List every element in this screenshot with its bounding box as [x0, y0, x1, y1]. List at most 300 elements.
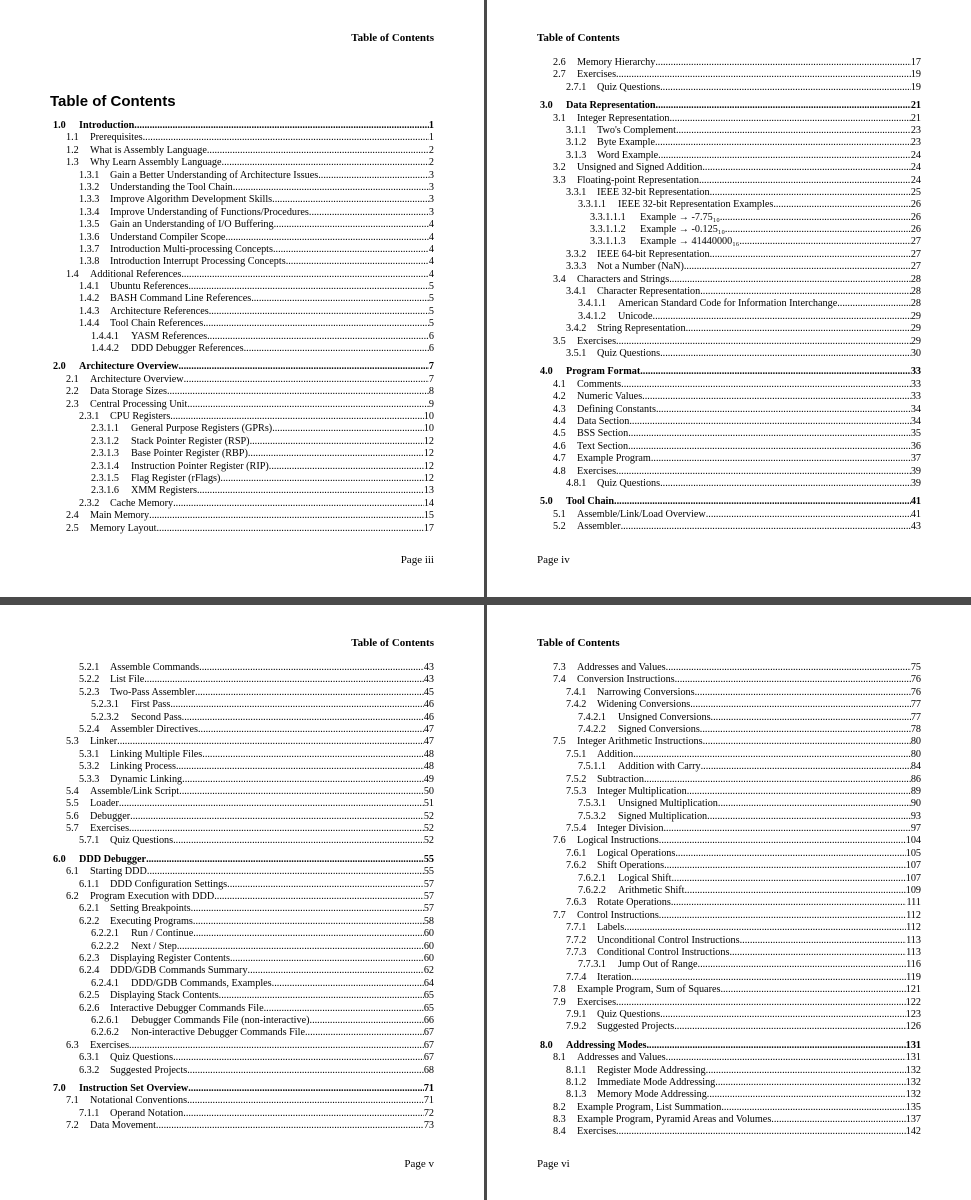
toc-entry-title: Example → 41440000₁₆	[640, 236, 740, 248]
toc-entry-page: 37	[910, 453, 921, 465]
toc-entry-number: 5.0	[540, 496, 553, 508]
toc-entry[interactable]	[537, 379, 921, 391]
toc-entry-page: 27	[910, 261, 921, 273]
toc-entry-title: Run / Continue	[131, 928, 194, 940]
dot-leader	[269, 461, 424, 473]
toc-entry-title: Quiz Questions	[597, 81, 661, 93]
toc-entry[interactable]	[50, 343, 434, 355]
toc-entry[interactable]	[537, 212, 921, 224]
toc-entry[interactable]	[537, 311, 921, 323]
toc-entry-title: BSS Section	[577, 428, 629, 440]
toc-entry[interactable]	[537, 286, 921, 298]
dot-leader	[616, 466, 911, 478]
toc-entry[interactable]	[537, 959, 921, 971]
toc-entry[interactable]	[50, 978, 434, 990]
toc-entry-title: DDD/GDB Commands Summary	[110, 965, 248, 977]
toc-entry[interactable]	[50, 182, 434, 194]
toc-entry-title: Unsigned Multiplication	[618, 798, 718, 810]
toc-entry[interactable]	[50, 662, 434, 674]
toc-entry[interactable]	[537, 811, 921, 823]
toc-entry[interactable]	[537, 922, 921, 934]
toc-entry[interactable]	[50, 835, 434, 847]
toc-entry-title: Displaying Register Contents	[110, 952, 230, 964]
toc-entry-number: 5.3.2	[79, 761, 100, 773]
toc-entry[interactable]	[50, 361, 434, 373]
toc-entry-number: 2.3	[66, 398, 79, 410]
toc-entry-page: 26	[910, 199, 921, 211]
toc-entry[interactable]	[50, 461, 434, 473]
toc-entry[interactable]	[50, 786, 434, 798]
toc-entry[interactable]	[537, 774, 921, 786]
toc-entry-title: Conversion Instructions	[577, 674, 675, 686]
toc-entry[interactable]	[537, 453, 921, 465]
toc-entry-title: Assemble Commands	[110, 662, 200, 673]
toc-entry-title: Cache Memory	[110, 497, 174, 509]
toc-entry-page: 68	[423, 1064, 434, 1076]
toc-entry[interactable]	[537, 298, 921, 310]
dot-leader	[706, 509, 911, 521]
dot-leader	[700, 724, 911, 736]
toc-entry[interactable]	[50, 523, 434, 535]
toc-entry[interactable]	[537, 496, 921, 508]
dot-leader	[675, 848, 905, 860]
toc-entry[interactable]	[50, 269, 434, 281]
toc-entry[interactable]	[50, 1108, 434, 1120]
toc-entry-title: Addresses and Values	[577, 662, 666, 673]
toc-entry[interactable]	[50, 473, 434, 485]
toc-entry-number: 5.3.3	[79, 773, 100, 785]
toc-entry[interactable]	[537, 428, 921, 440]
toc-entry-number: 7.6	[553, 835, 566, 847]
dot-leader	[147, 866, 424, 878]
toc-entry[interactable]	[537, 1089, 921, 1101]
toc-entry-title: Base Pointer Register (RBP)	[131, 448, 248, 460]
toc-entry-page: 71	[423, 1082, 434, 1094]
toc-entry[interactable]	[50, 485, 434, 497]
toc-entry[interactable]	[537, 1126, 921, 1138]
toc-entry[interactable]	[537, 125, 921, 137]
toc-entry-number: 6.2.4.1	[91, 977, 120, 989]
toc-entry-title: Register Mode Addressing	[597, 1064, 706, 1076]
toc-entry[interactable]	[50, 928, 434, 940]
toc-entry[interactable]	[537, 1077, 921, 1089]
toc-entry-number: 3.3.2	[566, 248, 587, 260]
toc-entry[interactable]	[537, 947, 921, 959]
toc-entry[interactable]	[537, 82, 921, 94]
toc-entry-number: 5.2	[553, 521, 566, 533]
toc-entry-number: 7.6.2.1	[578, 872, 607, 884]
toc-entry[interactable]	[50, 423, 434, 435]
toc-entry[interactable]	[50, 1065, 434, 1077]
toc-entry[interactable]	[537, 236, 921, 248]
toc-entry-number: 3.4.1	[566, 286, 587, 298]
toc-entry[interactable]	[537, 441, 921, 453]
toc-entry[interactable]	[50, 436, 434, 448]
toc-entry-title: Quiz Questions	[597, 347, 661, 359]
toc-entry-title: Program Format	[566, 366, 641, 378]
toc-entry-number: 8.1	[553, 1052, 566, 1064]
toc-entry[interactable]	[537, 113, 921, 125]
toc-entry[interactable]	[537, 662, 921, 674]
toc-entry[interactable]	[537, 749, 921, 761]
toc-entry-page: 41	[910, 496, 921, 508]
toc-entry[interactable]	[537, 348, 921, 360]
toc-entry-page: 58	[423, 915, 434, 927]
toc-entry[interactable]	[537, 336, 921, 348]
dot-leader	[699, 175, 911, 187]
dot-leader	[698, 959, 907, 971]
toc-entry[interactable]	[537, 972, 921, 984]
toc-entry[interactable]	[50, 145, 434, 157]
toc-entry[interactable]	[537, 274, 921, 286]
toc-entry[interactable]	[537, 249, 921, 261]
dot-leader	[690, 699, 911, 711]
toc-entry[interactable]	[537, 897, 921, 909]
dot-leader	[203, 318, 429, 330]
toc-entry[interactable]	[50, 120, 434, 132]
toc-entry-title: Tool Chain	[566, 496, 615, 508]
toc-entry[interactable]	[537, 848, 921, 860]
toc-entry[interactable]	[50, 879, 434, 891]
toc-entry[interactable]	[537, 699, 921, 711]
toc-entry[interactable]	[50, 374, 434, 386]
dot-leader	[664, 823, 911, 835]
toc-entry-title: Tool Chain References	[110, 318, 204, 330]
toc-entry-number: 2.3.1.5	[91, 472, 120, 484]
toc-entry[interactable]	[50, 132, 434, 144]
toc-entry-page: 67	[423, 1052, 434, 1064]
toc-entry[interactable]	[50, 724, 434, 736]
toc-entry[interactable]	[50, 448, 434, 460]
toc-entry-page: 21	[910, 100, 921, 112]
toc-entry-number: 3.1.2	[566, 137, 587, 149]
toc-entry[interactable]	[537, 391, 921, 403]
toc-entry[interactable]	[50, 866, 434, 878]
toc-entry-number: 1.2	[66, 144, 79, 156]
dot-leader	[177, 941, 424, 953]
toc-entry-title: Instruction Set Overview	[79, 1082, 189, 1094]
toc-entry[interactable]	[50, 774, 434, 786]
dot-leader	[676, 125, 911, 137]
toc-entry[interactable]	[537, 997, 921, 1009]
toc-entry[interactable]	[50, 411, 434, 423]
toc-entry-number: 1.3.5	[79, 219, 100, 231]
toc-entry-number: 5.2.3	[79, 686, 100, 698]
dot-leader	[184, 374, 429, 386]
toc-entry-number: 7.8	[553, 984, 566, 996]
toc-entry[interactable]	[50, 399, 434, 411]
toc-entry-number: 5.2.3.1	[91, 699, 120, 711]
toc-entry[interactable]	[50, 798, 434, 810]
toc-entry[interactable]	[537, 935, 921, 947]
toc-entry-number: 6.2.6	[79, 1002, 100, 1014]
toc-entry[interactable]	[537, 478, 921, 490]
dot-leader	[310, 1015, 424, 1027]
toc-entry-title: Assembler Directives	[110, 723, 198, 735]
toc-entry-title: Rotate Operations	[597, 897, 671, 909]
toc-entry-page: 113	[906, 946, 921, 958]
toc-entry[interactable]	[50, 331, 434, 343]
dot-leader	[773, 199, 910, 211]
toc-entry[interactable]	[50, 891, 434, 903]
toc-entry-title: Stack Pointer Register (RSP)	[131, 435, 250, 447]
toc-entry[interactable]	[50, 207, 434, 219]
toc-entry[interactable]	[50, 281, 434, 293]
toc-entries	[50, 662, 434, 1132]
toc-entry-title: Architecture Overview	[79, 361, 179, 373]
toc-entry-title: Gain a Better Understanding of Architecture Issues	[110, 169, 319, 181]
toc-entry[interactable]	[50, 194, 434, 206]
toc-entry-number: 2.3.2	[79, 497, 100, 509]
toc-entry[interactable]	[537, 1021, 921, 1033]
toc-entry[interactable]	[50, 953, 434, 965]
toc-entry[interactable]	[537, 162, 921, 174]
toc-entry[interactable]	[537, 687, 921, 699]
toc-entry[interactable]	[537, 175, 921, 187]
toc-entry[interactable]	[537, 674, 921, 686]
toc-entry-title: Assembler	[577, 521, 621, 533]
toc-entry-number: 7.6.2	[566, 860, 587, 872]
toc-entry-page: 104	[905, 835, 921, 847]
toc-entry-title: Linking Process	[110, 761, 176, 773]
toc-entry[interactable]	[50, 1040, 434, 1052]
toc-entry-page: 47	[423, 736, 434, 748]
toc-entry[interactable]	[50, 1083, 434, 1095]
toc-entry[interactable]	[50, 1095, 434, 1107]
toc-entry[interactable]	[537, 736, 921, 748]
toc-entry[interactable]	[537, 873, 921, 885]
toc-entry[interactable]	[537, 1114, 921, 1126]
toc-entry-page: 10	[423, 423, 434, 435]
toc-entry-number: 1.3.6	[79, 231, 100, 243]
toc-entry-title: Suggested Projects	[597, 1021, 675, 1033]
dot-leader	[273, 244, 429, 256]
toc-entry-title: Arithmetic Shift	[618, 885, 685, 897]
toc-entry[interactable]	[50, 386, 434, 398]
toc-entry[interactable]	[537, 521, 921, 533]
toc-entry-page: 107	[905, 860, 921, 872]
toc-entry[interactable]	[537, 984, 921, 996]
toc-entry[interactable]	[50, 736, 434, 748]
toc-entry-title: IEEE 64-bit Representation	[597, 248, 710, 260]
toc-entry-title: Example → -7.75₁₀	[640, 211, 720, 223]
toc-entry-page: 21	[910, 112, 921, 124]
toc-entry[interactable]	[537, 885, 921, 897]
toc-entry[interactable]	[537, 823, 921, 835]
toc-entry[interactable]	[50, 498, 434, 510]
toc-entry-title: Prerequisites	[90, 132, 143, 144]
toc-entry-title: IEEE 32-bit Representation	[597, 186, 710, 198]
toc-entry[interactable]	[50, 1003, 434, 1015]
toc-entry[interactable]	[537, 910, 921, 922]
dot-leader	[251, 293, 429, 305]
toc-entry[interactable]	[50, 157, 434, 169]
toc-entry-page: 62	[423, 965, 434, 977]
toc-entry-title: Assemble/Link Script	[90, 785, 180, 797]
toc-entry-page: 34	[910, 415, 921, 427]
toc-entry-number: 6.2	[66, 891, 79, 903]
toc-entry[interactable]	[50, 811, 434, 823]
toc-entry[interactable]	[50, 903, 434, 915]
toc-entry[interactable]	[50, 1120, 434, 1132]
toc-entry-page: 47	[423, 723, 434, 735]
toc-entry-title: Data Movement	[90, 1120, 156, 1132]
toc-entry-page: 49	[423, 773, 434, 785]
toc-entry[interactable]	[537, 712, 921, 724]
toc-entry-title: Exercises	[90, 1039, 130, 1051]
toc-entry[interactable]	[537, 187, 921, 199]
toc-entry[interactable]	[50, 1015, 434, 1027]
toc-entry-page: 19	[910, 81, 921, 93]
toc-entry-page: 12	[423, 472, 434, 484]
toc-entry[interactable]	[50, 941, 434, 953]
dot-leader	[178, 361, 428, 373]
toc-entry-title: Quiz Questions	[110, 835, 174, 847]
toc-entry[interactable]	[537, 323, 921, 335]
toc-entry[interactable]	[50, 1052, 434, 1064]
toc-entry-page: 126	[905, 1021, 921, 1033]
toc-entry-number: 5.1	[553, 508, 566, 520]
toc-entry[interactable]	[50, 687, 434, 699]
toc-entry[interactable]	[537, 69, 921, 81]
toc-entry-page: 2	[428, 157, 434, 169]
toc-entry[interactable]	[537, 1009, 921, 1021]
toc-entry-title: Linker	[90, 736, 118, 748]
toc-entry[interactable]	[50, 712, 434, 724]
toc-entry[interactable]	[537, 860, 921, 872]
dot-leader	[233, 182, 429, 194]
toc-entry-page: 29	[910, 310, 921, 322]
dot-leader	[771, 1114, 905, 1126]
toc-entry-title: Instruction Pointer Register (RIP)	[131, 460, 269, 472]
toc-entry-title: String Representation	[597, 323, 686, 335]
toc-entry-title: Memory Hierarchy	[577, 57, 656, 68]
toc-entry-number: 6.2.5	[79, 990, 100, 1002]
toc-entry[interactable]	[537, 57, 921, 69]
toc-entry[interactable]	[537, 1040, 921, 1052]
toc-entry-number: 5.2.4	[79, 723, 100, 735]
dot-leader	[183, 1108, 424, 1120]
toc-entry[interactable]	[50, 510, 434, 522]
toc-entry[interactable]	[537, 1102, 921, 1114]
toc-entry-number: 7.4.2.2	[578, 723, 607, 735]
toc-entry-page: 80	[910, 748, 921, 760]
toc-entry[interactable]	[537, 835, 921, 847]
toc-entry[interactable]	[537, 798, 921, 810]
toc-entry[interactable]	[50, 823, 434, 835]
toc-entry-number: 6.2.3	[79, 952, 100, 964]
toc-entry[interactable]	[50, 1027, 434, 1039]
horizontal-page-divider	[0, 597, 971, 605]
toc-entry[interactable]	[50, 990, 434, 1002]
toc-entry-number: 7.5.4	[566, 823, 587, 835]
toc-entry[interactable]	[50, 916, 434, 928]
toc-entry[interactable]	[50, 170, 434, 182]
toc-entry[interactable]	[537, 150, 921, 162]
toc-entry-number: 8.3	[553, 1114, 566, 1126]
dot-leader	[170, 411, 424, 423]
toc-entry-number: 3.4	[553, 273, 566, 285]
toc-entry[interactable]	[537, 261, 921, 273]
toc-entry-number: 7.5.3	[566, 785, 587, 797]
dot-leader	[188, 281, 429, 293]
toc-entry[interactable]	[537, 1052, 921, 1064]
toc-entry[interactable]	[537, 404, 921, 416]
toc-entry-page: 27	[910, 248, 921, 260]
toc-entry-title: Linking Multiple Files	[110, 748, 203, 760]
toc-entry-number: 1.4.4.2	[91, 343, 120, 355]
toc-entry[interactable]	[50, 219, 434, 231]
dot-leader	[660, 478, 911, 490]
toc-entry-number: 4.5	[553, 428, 566, 440]
toc-entry[interactable]	[537, 366, 921, 378]
toc-entry[interactable]	[50, 674, 434, 686]
toc-entry-number: 8.1.1	[566, 1064, 587, 1076]
toc-entry-number: 3.4.1.2	[578, 310, 607, 322]
toc-entry-number: 1.4.2	[79, 293, 100, 305]
toc-entry[interactable]	[537, 100, 921, 112]
dot-leader	[176, 761, 424, 773]
toc-entry[interactable]	[50, 854, 434, 866]
toc-entry-number: 6.3	[66, 1039, 79, 1051]
toc-entry[interactable]	[537, 509, 921, 521]
toc-entry-page: 24	[910, 162, 921, 174]
toc-entry-title: Suggested Projects	[110, 1064, 188, 1076]
toc-entry[interactable]	[50, 699, 434, 711]
toc-entry[interactable]	[537, 137, 921, 149]
toc-entry[interactable]	[50, 244, 434, 256]
dot-leader	[149, 510, 424, 522]
toc-entry[interactable]	[50, 965, 434, 977]
toc-entry-page: 24	[910, 149, 921, 161]
toc-entry[interactable]	[537, 466, 921, 478]
toc-entry[interactable]	[537, 761, 921, 773]
toc-entry[interactable]	[50, 318, 434, 330]
toc-entry[interactable]	[50, 256, 434, 268]
toc-entry-page: 52	[423, 810, 434, 822]
dot-leader	[642, 391, 911, 403]
toc-entry-number: 6.0	[53, 853, 66, 865]
dot-leader	[660, 348, 911, 360]
toc-entry-page: 112	[906, 922, 921, 934]
toc-entry[interactable]	[537, 786, 921, 798]
toc-entry[interactable]	[537, 724, 921, 736]
page-vi	[537, 605, 921, 1200]
toc-entry-page: 33	[910, 378, 921, 390]
toc-entry-page: 116	[906, 959, 921, 971]
toc-entry-number: 7.7	[553, 909, 566, 921]
toc-entry-number: 8.2	[553, 1101, 566, 1113]
toc-entry[interactable]	[50, 749, 434, 761]
toc-entry[interactable]	[50, 293, 434, 305]
toc-entry[interactable]	[50, 232, 434, 244]
toc-entry[interactable]	[50, 306, 434, 318]
toc-entry[interactable]	[537, 199, 921, 211]
page-footer: Page v	[404, 1158, 434, 1170]
toc-entry-page: 27	[910, 236, 921, 248]
toc-entry[interactable]	[537, 224, 921, 236]
toc-entry-number: 4.3	[553, 403, 566, 415]
toc-entry[interactable]	[537, 1065, 921, 1077]
page-footer: Page iii	[400, 554, 434, 566]
toc-entry[interactable]	[537, 416, 921, 428]
toc-entry-title: Improve Algorithm Development Skills	[110, 194, 273, 206]
toc-entry-number: 5.7.1	[79, 835, 100, 847]
toc-entry-page: 132	[905, 1076, 921, 1088]
toc-entry[interactable]	[50, 761, 434, 773]
toc-entry-page: 51	[423, 798, 434, 810]
toc-entry-title: Improve Understanding of Functions/Procedures	[110, 206, 309, 218]
